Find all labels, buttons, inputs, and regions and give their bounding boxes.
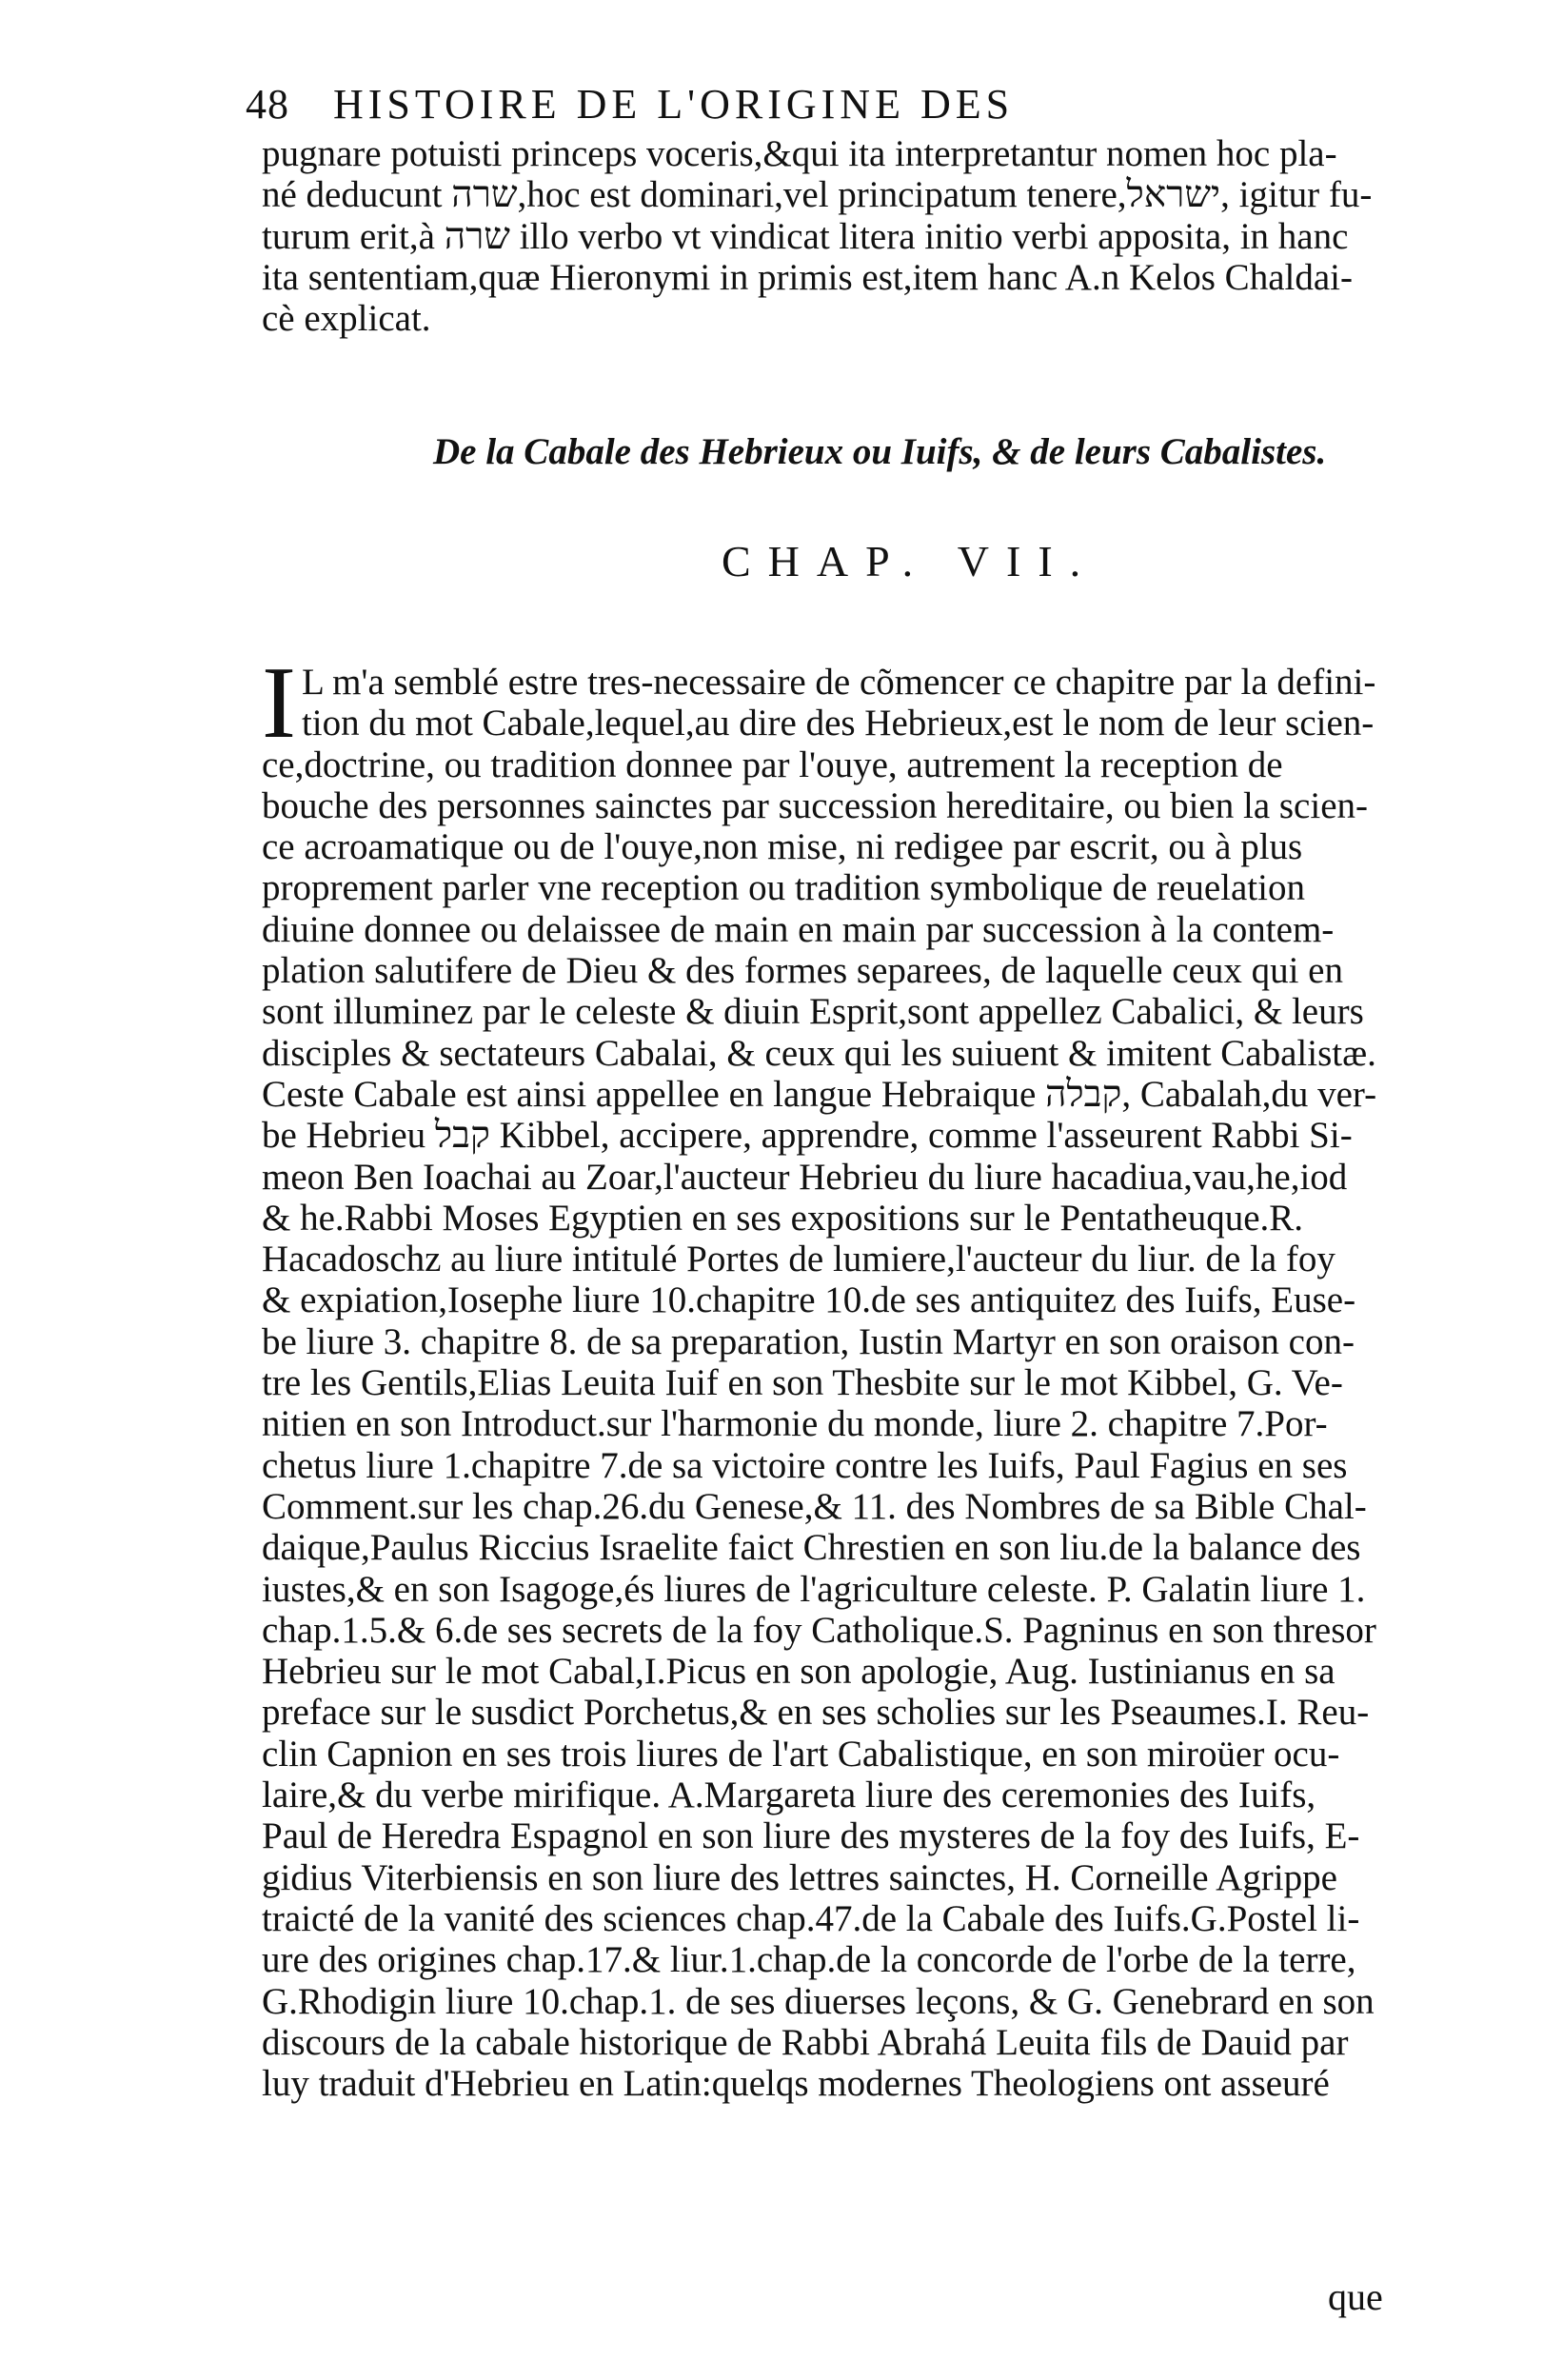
- text-line: traicté de la vanité des sciences chap.47.de la Cabale des Iuifs.G.Postel li-: [262, 1897, 1360, 1939]
- text-line: né deducunt שרה,hoc est dominari,vel principatum tenere,ישראל, igitur fu-: [262, 174, 1373, 216]
- text-line: chap.1.5.& 6.de ses secrets de la foy Catholique.S. Pagninus en son thresor: [262, 1609, 1376, 1651]
- text-line: daique,Paulus Riccius Israelite faict Chrestien en son liu.de la balance des: [262, 1527, 1361, 1569]
- text-line: & expiation,Iosephe liure 10.chapitre 10.de ses antiquitez des Iuifs, Euse-: [262, 1279, 1356, 1321]
- text-line: tion du mot Cabale,lequel,au dire des Hebrieux,est le nom de leur scien-: [301, 703, 1375, 744]
- text-line: ure des origines chap.17.& liur.1.chap.de la concorde de l'orbe de la terre,: [262, 1939, 1356, 1981]
- text-line: meon Ben Ioachai au Zoar,l'aucteur Hebrieu du liure hacadiua,vau,he,iod: [262, 1156, 1348, 1198]
- text-line: & he.Rabbi Moses Egyptien en ses expositions sur le Pentatheuque.R.: [262, 1197, 1304, 1239]
- running-head: [246, 76, 1369, 133]
- text-line: be liure 3. chapitre 8. de sa preparation, Iustin Martyr en son oraison con-: [262, 1320, 1355, 1362]
- text-line: Paul de Heredra Espagnol en son liure des mysteres de la foy des Iuifs, E-: [262, 1815, 1360, 1857]
- text-line: ce acroamatique ou de l'ouye,non mise, ni redigee par escrit, ou à plus: [262, 826, 1303, 868]
- text-line: ce,doctrine, ou tradition donnee par l'ouye, autrement la reception de: [262, 744, 1283, 785]
- text-line: Ceste Cabale est ainsi appellee en langue Hebraique קבלה, Cabalah,du ver-: [262, 1073, 1377, 1115]
- drop-initial: I: [262, 646, 296, 760]
- text-line: luy traduit d'Hebrieu en Latin:quelqs modernes Theologiens ont asseuré: [262, 2063, 1330, 2105]
- text-line: proprement parler vne reception ou tradition symbolique de reuelation: [262, 867, 1305, 909]
- text-line: ita sententiam,quæ Hieronymi in primis est,item hanc A.n Kelos Chaldai-: [262, 256, 1353, 298]
- catchword: que: [1328, 2275, 1383, 2318]
- text-line: G.Rhodigin liure 10.chap.1. de ses diuerses leçons, & G. Genebrard en son: [262, 1980, 1375, 2022]
- section-heading: De la Cabale des Hebrieux ou Iuifs, & de leurs Cabalistes.: [433, 431, 1327, 472]
- chapter-body: [262, 646, 1452, 2105]
- text-line: sont illuminez par le celeste & diuin Esprit,sont appellez Cabalici, & leurs: [262, 991, 1364, 1033]
- text-line: Hacadoschz au liure intitulé Portes de lumiere,l'aucteur du liur. de la foy: [262, 1239, 1335, 1280]
- chapter-title: CHAP. VII.: [722, 537, 1098, 585]
- text-line: nitien en son Introduct.sur l'harmonie du monde, liure 2. chapitre 7.Por-: [262, 1403, 1328, 1445]
- intro-paragraph: [262, 133, 1452, 339]
- text-line: plation salutifere de Dieu & des formes separees, de laquelle ceux qui en: [262, 950, 1343, 992]
- text-line: be Hebrieu קבל Kibbel, accipere, apprendre, comme l'asseurent Rabbi Si-: [262, 1115, 1353, 1157]
- text-line: bouche des personnes sainctes par succession hereditaire, ou bien la scien-: [262, 784, 1369, 826]
- text-line: diuine donnee ou delaissee de main en main par succession à la contem-: [262, 908, 1335, 950]
- text-line: Hebrieu sur le mot Cabal,I.Picus en son apologie, Aug. Iustinianus en sa: [262, 1651, 1335, 1693]
- text-line: Comment.sur les chap.26.du Genese,& 11. des Nombres de sa Bible Chal-: [262, 1485, 1367, 1527]
- text-line: gidius Viterbiensis en son liure des lettres sainctes, H. Corneille Agrippe: [262, 1856, 1337, 1898]
- text-line: turum erit,à שרה illo verbo vt vindicat litera initio verbi apposita, in hanc: [262, 215, 1349, 257]
- text-line: preface sur le susdict Porchetus,& en ses scholies sur les Pseaumes.I. Reu-: [262, 1692, 1370, 1734]
- text-line: L m'a semblé estre tres-necessaire de cõmencer ce chapitre par la defini-: [301, 662, 1376, 703]
- text-line: iustes,& en son Isagoge,és liures de l'agriculture celeste. P. Galatin liure 1.: [262, 1568, 1366, 1610]
- text-line: clin Capnion en ses trois liures de l'art Cabalistique, en son miroüer ocu-: [262, 1733, 1340, 1775]
- text-line: tre les Gentils,Elias Leuita Iuif en son Thesbite sur le mot Kibbel, G. Ve-: [262, 1362, 1343, 1404]
- text-line: laire,& du verbe mirifique. A.Margareta liure des ceremonies des Iuifs,: [262, 1775, 1316, 1816]
- page-number: 48: [246, 81, 289, 128]
- text-line: chetus liure 1.chapitre 7.de sa victoire contre les Iuifs, Paul Fagius en ses: [262, 1444, 1348, 1486]
- text-line: discours de la cabale historique de Rabbi Abrahá Leuita fils de Dauid par: [262, 2021, 1349, 2063]
- text-line: disciples & sectateurs Cabalai, & ceux qui les suiuent & imitent Cabalistæ.: [262, 1032, 1376, 1074]
- running-head-title: HISTOIRE DE L'ORIGINE DES: [333, 81, 1015, 128]
- text-line: cè explicat.: [262, 298, 431, 340]
- text-line: pugnare potuisti princeps voceris,&qui ita interpretantur nomen hoc pla-: [262, 133, 1337, 174]
